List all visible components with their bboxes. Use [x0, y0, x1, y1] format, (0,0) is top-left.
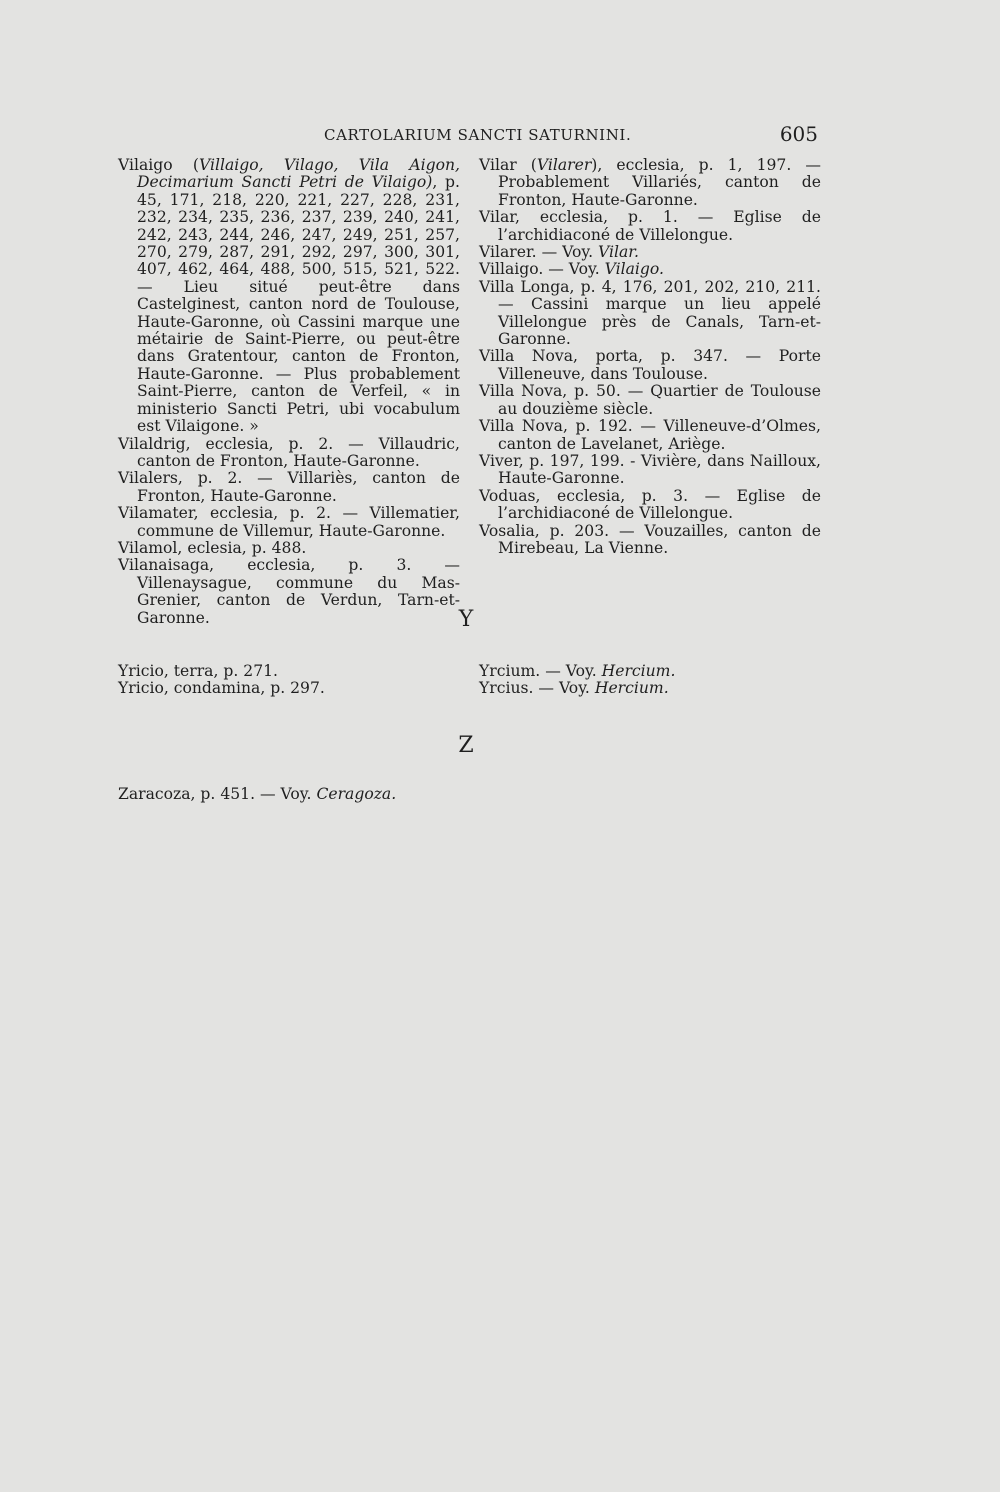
- index-entry: Vilamater, ecclesia, p. 2. — Villematier, commune de Villemur, Haute-Garonne.: [118, 504, 460, 540]
- index-entry: Vilarer. — Voy. Vilar.: [479, 243, 639, 262]
- index-entry: Vosalia, p. 203. — Vouzailles, canton de Mirebeau, La Vienne.: [479, 521, 821, 557]
- page-number: 605: [779, 122, 818, 146]
- index-entry: Villa Nova, porta, p. 347. — Porte Villeneuve, dans Toulouse.: [479, 347, 821, 383]
- index-entry: Vilamol, eclesia, p. 488.: [118, 538, 307, 557]
- index-entry: Villa Longa, p. 4, 176, 201, 202, 210, 211. — Cassini marque un lieu appelé Villelongue près de Canals, Tarn-et-Garonne.: [479, 277, 821, 349]
- section-z-entries: [118, 786, 518, 803]
- index-entry: Villa Nova, p. 50. — Quartier de Toulouse au douzième siècle.: [479, 382, 821, 418]
- index-entry: Villaigo. — Voy. Vilaigo.: [479, 260, 664, 279]
- index-entry: Yrcium. — Voy. Hercium.: [479, 662, 676, 680]
- index-entry: Vilaigo (Villaigo, Vilago, Vila Aigon, Decimarium Sancti Petri de Vilaigo), p. 45, 171, 218, 220, 221, 227, 228, 231, 232, 234, 235, 236, 237, 239, 240, 241, 242, 243, 244, 246, 247, 249, 251, 257, 270, 279, 287, 291, 292, 297, 300, 301, 407, 462, 464, 488, 500, 515, 521, 522. — Lieu situé peut-être dans Castelginest, canton nord de Toulouse, Haute-Garonne, où Cassini marque une métairie de Saint-Pierre, ou peut-être dans Gratentour, canton de Fronton, Haute-Garonne. — Plus probablement Saint-Pierre, canton de Verfeil, « in ministerio Sancti Petri, ubi vocabulum est Vilaigone. »: [118, 156, 460, 436]
- index-entry: Vilanaisaga, ecclesia, p. 3. — Villenaysague, commune du Mas-Grenier, canton de Verdun, Tarn-et-Garonne.: [118, 556, 460, 627]
- index-column-right: [479, 157, 821, 557]
- index-entry: Vilaldrig, ecclesia, p. 2. — Villaudric, canton de Fronton, Haute-Garonne.: [118, 434, 460, 470]
- index-entry: Yricio, condamina, p. 297.: [118, 679, 325, 698]
- section-letter-z: Z: [458, 733, 474, 758]
- index-entry: Viver, p. 197, 199. - Vivière, dans Nailloux, Haute-Garonne.: [479, 451, 821, 488]
- section-y-left: [118, 663, 463, 698]
- section-letter-y: Y: [458, 607, 474, 632]
- index-entry: Zaracoza, p. 451. — Voy. Ceragoza.: [118, 785, 397, 803]
- index-entry: Vilar, ecclesia, p. 1. — Eglise de l’archidiaconé de Villelongue.: [479, 208, 821, 244]
- index-entry: Vilalers, p. 2. — Villariès, canton de Fronton, Haute-Garonne.: [118, 469, 460, 505]
- index-entry: Voduas, ecclesia, p. 3. — Eglise de l’archidiaconé de Villelongue.: [479, 486, 821, 523]
- page-header: [118, 122, 818, 148]
- running-title: CARTOLARIUM SANCTI SATURNINI.: [324, 126, 632, 144]
- index-entry: Yricio, terra, p. 271.: [118, 662, 278, 680]
- index-entry: Yrcius. — Voy. Hercium.: [479, 679, 669, 698]
- section-y-right: [479, 663, 824, 698]
- index-entry: Villa Nova, p. 192. — Villeneuve-d’Olmes, canton de Lavelanet, Ariège.: [479, 417, 821, 453]
- index-entry: Vilar (Vilarer), ecclesia, p. 1, 197. — Probablement Villariés, canton de Fronton, Haute-Garonne.: [479, 156, 821, 209]
- index-column-left: [118, 157, 460, 627]
